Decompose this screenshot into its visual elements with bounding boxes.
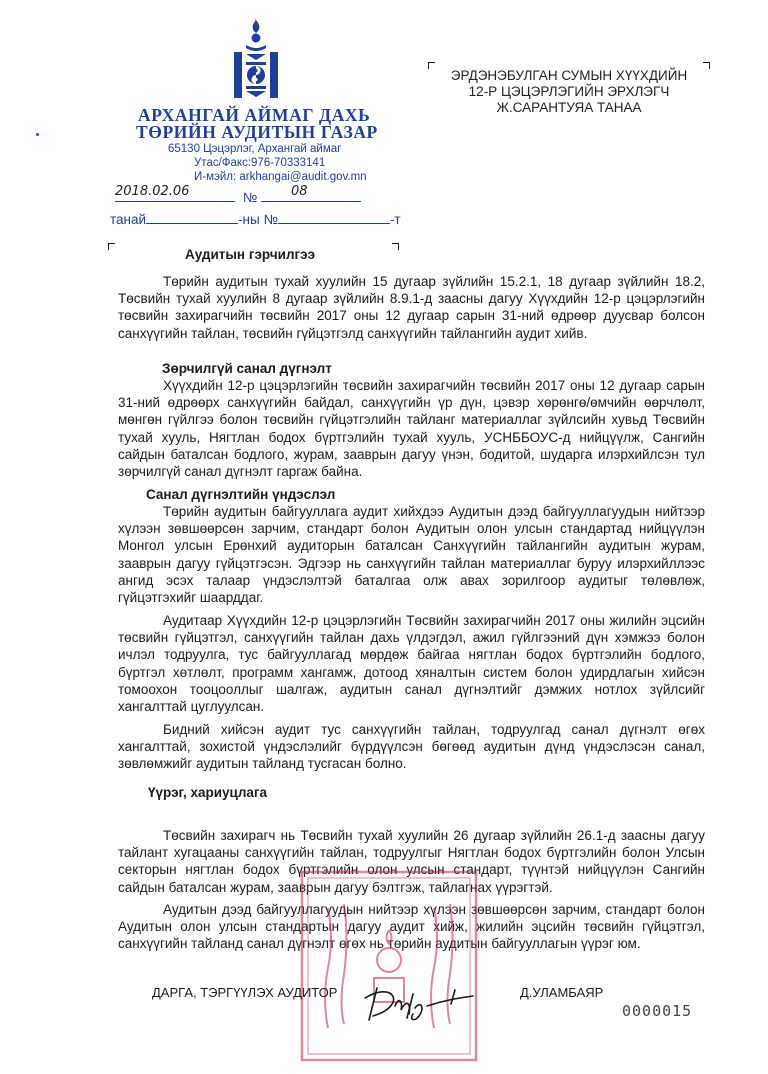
serial-number: 0000015	[622, 1002, 693, 1020]
handwritten-signature	[355, 976, 485, 1026]
opinion-heading: Зөрчилгүй санал дүгнэлт	[162, 361, 332, 376]
basis-paragraph-2: Аудитаар Хүүхдийн 12-р цэцэрлэгийн Төсвийн захирагчийн 2017 оны жилийн эцсийн төсвийн гүйцэтгэл, санхүүгийн тайлан дахь үлдэгдэл, ажил гүйлгээний дүн хэмжээ болон ичлэл тодруулга, тус байгууллагад мөрдөж байгаа нягтлан бодох бүртгэлийн бодлого, бүртгэл хөтлөлт, программ хангамж, дотоод хяналтын систем болон удирдлагын хийсэн томоохон тооцооллыг шалгаж, аудитын санал дүгнэлтийг дэмжих нотлох зүйлсийг хангалттай цуглуулсан.	[118, 613, 705, 715]
document-title: Аудитын гэрчилгээ	[185, 247, 316, 262]
title-corner-right	[392, 243, 399, 250]
signatory-position: ДАРГА, ТЭРГҮҮЛЭХ АУДИТОР	[152, 985, 338, 1000]
basis-paragraph-1: Төрийн аудитын байгууллага аудит хийхдээ Аудитын дээд байгууллагуудын нийтээр хүлээн зөвшөөрсөн зарчим, стандарт болон Аудитын олон улсын стандартад нийцүүлэн Монгол улсын Ерөнхий аудиторын баталсан Санхүүгийн тайлангийн аудитын журам, зааврын дагуу гүйцэтгэсэн. Эдгээр нь санхүүгийн тайлан материаллаг буруу илэрхийллээс ангид эсэх талаар үндэслэлтэй баталгаа олж авах зорилгоор аудитыг төлөвлөж, гүйцэтгэхийг шаарддаг.	[118, 504, 705, 606]
recipient-line1: ЭРДЭНЭБУЛГАН СУМЫН ХҮҮХДИЙН	[450, 68, 688, 83]
ref-number-label: №	[242, 190, 258, 205]
intro-paragraph: Төрийн аудитын тухай хуулийн 15 дугаар зүйлийн 15.2.1, 18 дугаар зүйлийн 18.2, Төсвийн тухай хуулийн 8 дугаар зүйлийн 8.9.1-д заасны дагуу Хүүхдийн 12-р цэцэрлэгийн төсвийн захирагчийн төсвийн 2017 оны 12 дугаар сарын 31-ний өдрөөр дуусвар болсон санхүүгийн тайлан, төсвийн гүйцэтгэлд санхүүгийн тайлангийн аудит хийв.	[118, 274, 705, 341]
ref-to-label: танай	[110, 212, 147, 227]
scan-mark	[36, 133, 39, 136]
title-corner-left	[108, 243, 115, 250]
ref-ny-label: -ны №	[238, 212, 278, 227]
responsibility-paragraph-2: Аудитын дээд байгууллагуудын нийтээр хүлээн зөвшөөрсөн зарчим, стандарт болон Аудитын олон улсын стандартын дагуу аудит хийж, жилийн эцсийн төсвийн гүйцэтгэл, санхүүгийн тайланд санал дүгнэлт өгөх нь төрийн аудитын байгууллагын үүрэг юм.	[118, 902, 705, 952]
signatory-name: Д.УЛАМБАЯР	[520, 985, 604, 1000]
ref-date-handwritten: 2018.02.06	[115, 184, 190, 199]
recipient-line3: Ж.САРАНТУЯА ТАНАА	[496, 100, 642, 115]
org-email: И-мэйл: arkhangai@audit.gov.mn	[194, 171, 367, 183]
recipient-block	[424, 62, 714, 116]
ref-date-line	[115, 184, 361, 205]
official-stamp	[298, 868, 480, 1064]
soyombo-emblem-icon	[232, 18, 280, 102]
responsibility-heading: Үүрэг, хариуцлага	[148, 785, 268, 800]
opinion-paragraph: Хүүхдийн 12-р цэцэрлэгийн төсвийн захирагчийн төсвийн 2017 оны 12 дугаар сарын 31-ний өдрөөрх санхүүгийн байдал, санхүүгийн үр дүн, цэвэр хөрөнгө/өмчийн өөрчлөлт, мөнгөн гүйлгээ болон төсвийн гүйцэтгэлийн тайланг материаллаг зүйлсийн хувьд Төсвийн тухай хууль, Нягтлан бодох бүртгэлийн тухай хууль, УСНББОУС-д нийцүүлж, Сангийн сайдын баталсан бодлого, журам, зааврын дагуу үнэн, бодитой, шударга илэрхийлсэн тул зөрчилгүй санал дүгнэлт гаргаж байна.	[118, 378, 705, 480]
org-address: 65130 Цэцэрлэг, Архангай аймаг	[168, 143, 342, 155]
org-name-line2: ТӨРИЙН АУДИТЫН ГАЗАР	[136, 122, 378, 142]
org-phone-fax: Утас/Факс:976-70333141	[194, 157, 326, 169]
ref-reply-line	[110, 210, 401, 227]
org-name-line1: АРХАНГАЙ АЙМАГ ДАХЬ	[138, 105, 371, 125]
responsibility-paragraph-1: Төсвийн захирагч нь Төсвийн тухай хуулийн 26 дугаар зүйлийн 26.1-д заасны дагуу тайлант хугацааны санхүүгийн тайлан, тодруулгыг Нягтлан бодох бүртгэлийн болон Улсын секторын нягтлан бодох бүртгэлийн олон улсын стандарт, түүнтэй нийцүүлэн Сангийн сайдын баталсан журам, зааврын дагуу бэлтгэж, тайлагнах үүрэгтэй.	[118, 828, 705, 895]
basis-paragraph-3: Бидний хийсэн аудит тус санхүүгийн тайлан, тодруулгад санал дүгнэлт өгөх хангалттай, зохистой үндэслэлийг бүрдүүлсэн бөгөөд аудитын дүнд үндэслэсэн санал, зөвлөмжийг аудитын тайланд тусгасан болно.	[118, 722, 705, 772]
recipient-line2: 12-Р ЦЭЦЭРЛЭГИЙН ЭРХЛЭГЧ	[468, 84, 670, 99]
ref-number-handwritten: 08	[291, 184, 308, 199]
ref-t-label: -т	[389, 212, 401, 227]
basis-heading: Санал дүгнэлтийн үндэслэл	[146, 487, 336, 502]
